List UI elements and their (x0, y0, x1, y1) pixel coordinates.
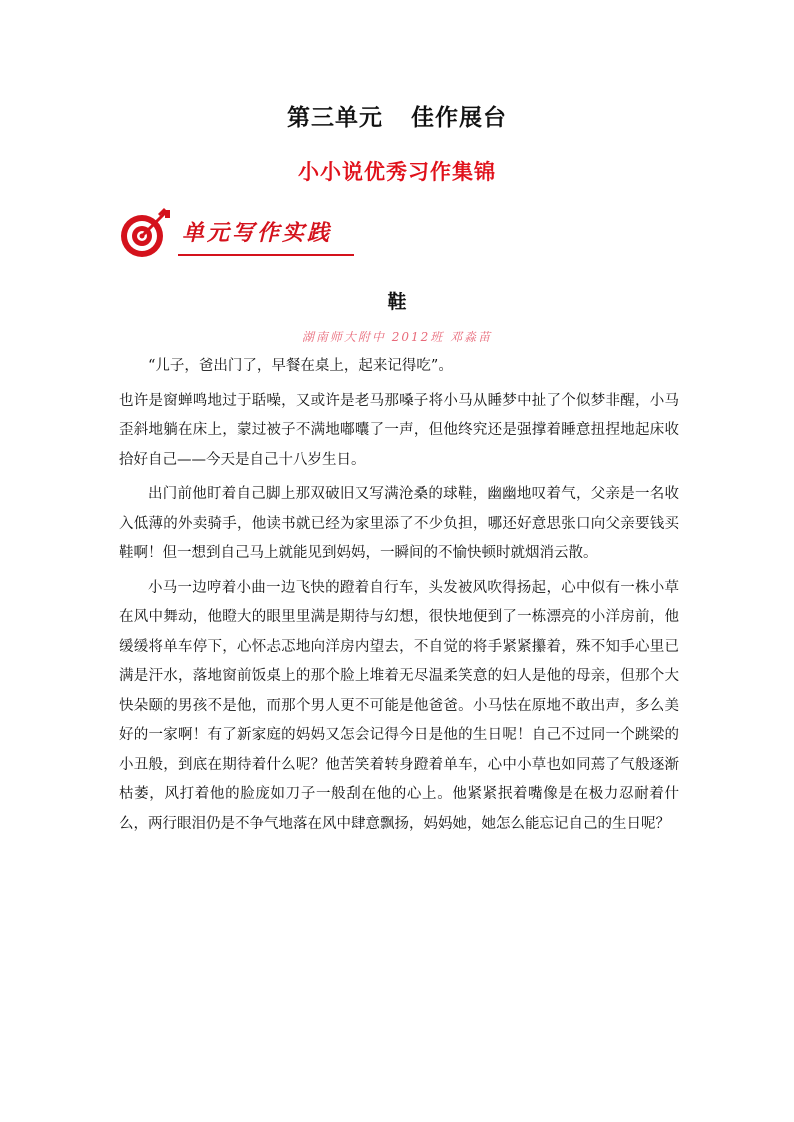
paragraph: 也许是窗蝉鸣地过于聒噪，又或许是老马那嗓子将小马从睡梦中扯了个似梦非醒，小马歪斜地躺在床上，蒙过被子不满地嘟囔了一声，但他终究还是强撑着睡意扭捏地起床收拾好自己——今天是自己十八岁生日。 (119, 392, 679, 468)
unit-label: 第三单元 (287, 105, 383, 131)
unit-title (0, 99, 794, 132)
unit-writing-banner (118, 206, 358, 262)
paragraph: 小马一边哼着小曲一边飞快的蹬着自行车，头发被风吹得扬起，心中似有一株小草在风中舞动，他瞪大的眼里里满是期待与幻想，很快地便到了一栋漂亮的小洋房前，他缓缓将单车停下，心怀忐忑地向洋房内望去，不自觉的将手紧紧攥着，殊不知手心里已满是汗水，落地窗前饭桌上的那个脸上堆着无尽温柔笑意的妇人是他的母亲，但那个大快朵颐的男孩不是他，而那个男人更不可能是他爸爸。小马怯在原地不敢出声，多么美好的一家啊！有了新家庭的妈妈又怎会记得今日是他的生日呢！自己不过同一个跳梁的小丑般，到底在期待着什么呢？他苦笑着转身蹬着单车，心中小草也如同蔫了气般逐渐枯萎，风打着他的脸庞如刀子一般刮在他的心上。他紧紧抿着嘴像是在极力忍耐着什么，两行眼泪仍是不争气地落在风中肆意飘扬，妈妈她，她怎么能忘记自己的生日呢？ (119, 579, 679, 832)
target-dart-icon (118, 206, 174, 262)
article-title: 鞋 (387, 291, 407, 313)
article-body (119, 352, 679, 844)
section-label: 佳作展台 (411, 105, 507, 131)
collection-title: 小小说优秀习作集锦 (298, 160, 496, 184)
banner-underline (178, 254, 354, 256)
banner-label: 单元写作实践 (182, 220, 333, 246)
paragraph: “儿子，爸出门了，早餐在桌上，起来记得吃”。 (148, 358, 453, 374)
author-byline: 湖南师大附中 2012班 邓淼苗 (301, 330, 493, 344)
paragraph: 出门前他盯着自己脚上那双破旧又写满沧桑的球鞋，幽幽地叹着气，父亲是一名收入低薄的外卖骑手，他读书就已经为家里添了不少负担，哪还好意思张口向父亲要钱买鞋啊！但一想到自己马上就能见到妈妈，一瞬间的不愉快顿时就烟消云散。 (119, 486, 679, 561)
